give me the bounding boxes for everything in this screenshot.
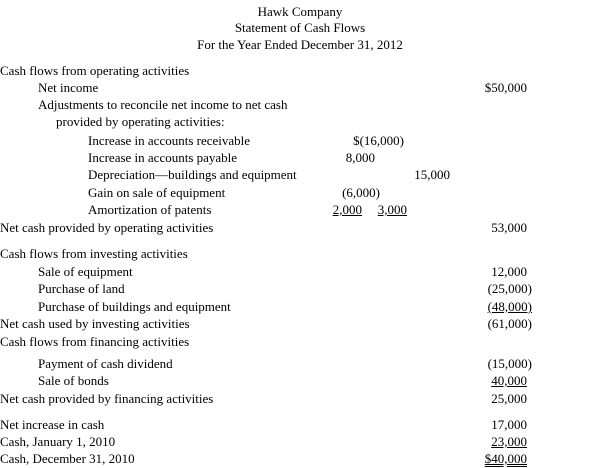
cash-ending-label: Cash, December 31, 2010 — [0, 451, 135, 466]
net-investing-value: (61,000) — [487, 316, 532, 331]
investing-item-value: (48,000) — [487, 299, 532, 314]
investing-heading: Cash flows from investing activities — [0, 246, 188, 261]
net-financing-value: 25,000 — [491, 391, 527, 406]
investing-item-label: Sale of equipment — [38, 264, 133, 279]
financing-item-label: Payment of cash dividend — [38, 356, 173, 371]
cash-beginning-label: Cash, January 1, 2010 — [0, 434, 116, 449]
investing-item-label: Purchase of buildings and equipment — [38, 299, 231, 314]
net-income-value: $50,000 — [484, 80, 527, 95]
net-increase-value: 17,000 — [491, 417, 527, 432]
financing-heading: Cash flows from financing activities — [0, 334, 190, 349]
financing-item-value: 40,000 — [491, 373, 527, 388]
net-income-label: Net income — [38, 80, 99, 95]
investing-item-value: (25,000) — [487, 281, 532, 296]
operating-item-value: (6,000) — [342, 185, 380, 200]
adjustments-label-line1: Adjustments to reconcile net income to net cash — [38, 97, 288, 112]
total-adjustments-value: 3,000 — [377, 202, 407, 217]
cash-beginning-value: 23,000 — [491, 434, 527, 449]
investing-item-label: Purchase of land — [38, 281, 125, 296]
investing-item-value: 12,000 — [491, 264, 527, 279]
operating-item-value: 2,000 — [332, 202, 362, 217]
operating-item-label: Increase in accounts receivable — [88, 133, 251, 148]
net-operating-label: Net cash provided by operating activities — [0, 220, 214, 235]
statement-period: For the Year Ended December 31, 2012 — [197, 37, 403, 52]
statement-title: Statement of Cash Flows — [234, 20, 366, 35]
operating-item-label: Gain on sale of equipment — [88, 185, 226, 200]
operating-heading: Cash flows from operating activities — [0, 63, 190, 78]
company-name: Hawk Company — [257, 4, 343, 19]
net-increase-label: Net increase in cash — [0, 417, 105, 432]
financing-item-value: (15,000) — [487, 356, 532, 371]
adjustments-label-line2: provided by operating activities: — [56, 114, 225, 129]
operating-item-label: Amortization of patents — [88, 202, 212, 217]
financing-item-label: Sale of bonds — [38, 373, 109, 388]
operating-item-value: 15,000 — [414, 167, 450, 182]
cash-ending-value: $40,000 — [484, 451, 527, 466]
operating-item-value: $(16,000) — [353, 133, 404, 148]
net-investing-label: Net cash used by investing activities — [0, 316, 190, 331]
net-operating-value: 53,000 — [491, 220, 527, 235]
net-financing-label: Net cash provided by financing activities — [0, 391, 214, 406]
operating-item-label: Increase in accounts payable — [88, 150, 238, 165]
operating-item-value: 8,000 — [345, 150, 375, 165]
operating-item-label: Depreciation—buildings and equipment — [88, 167, 297, 182]
